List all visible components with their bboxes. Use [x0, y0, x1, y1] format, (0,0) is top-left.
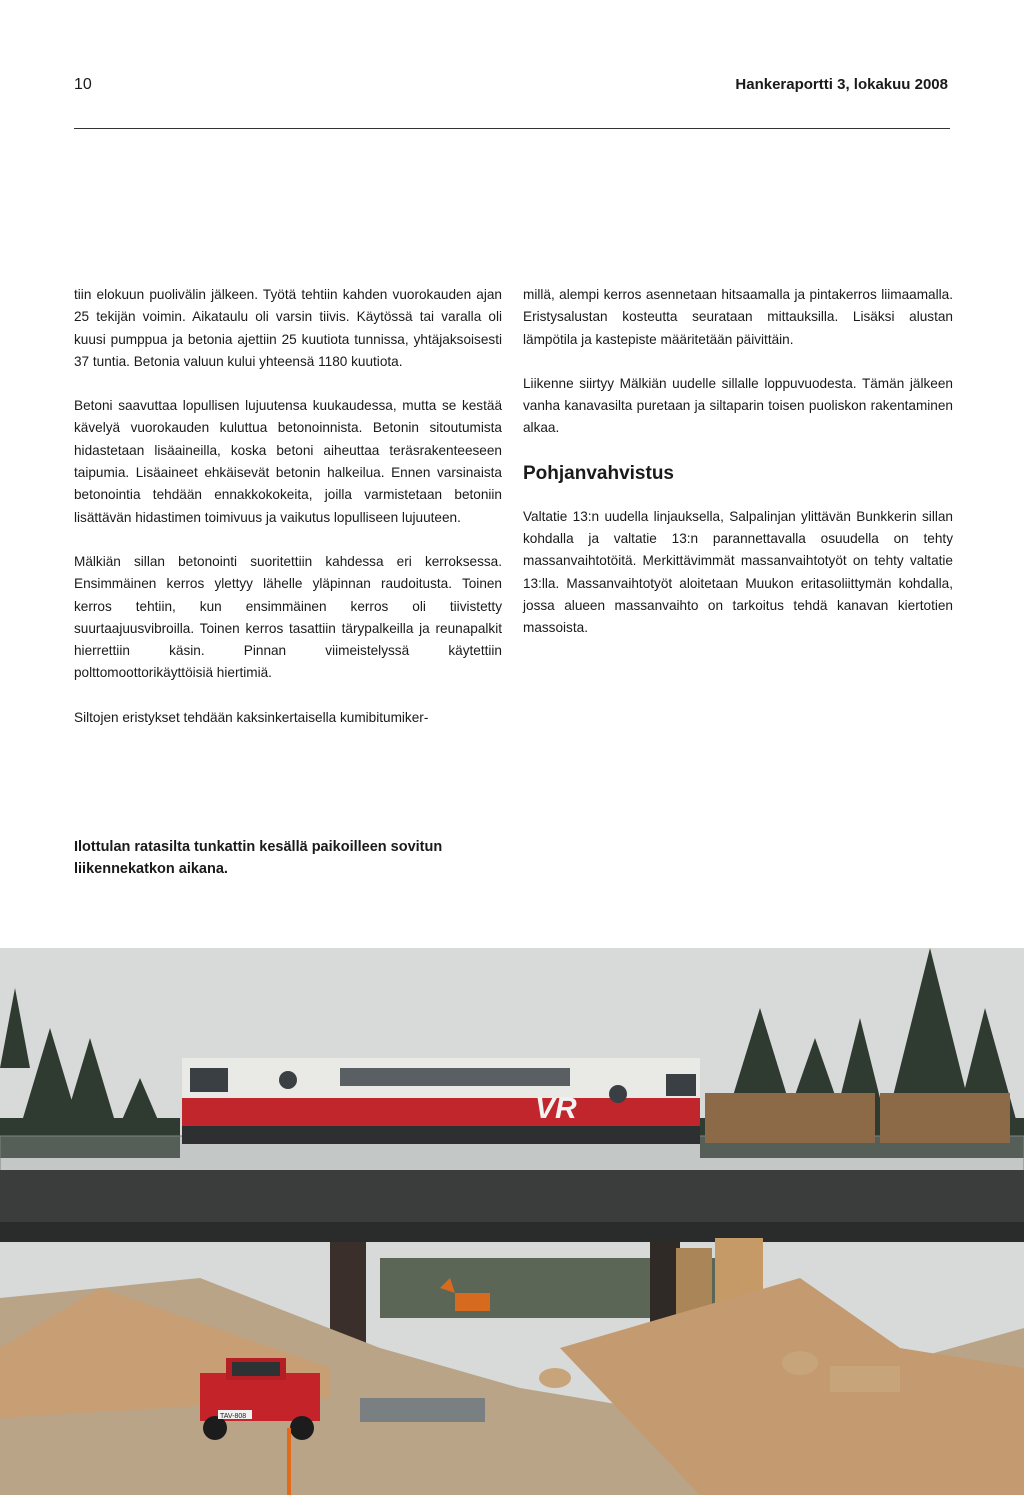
left-paragraph-1: tiin elokuun puolivälin jälkeen. Työtä tehtiin kahden vuorokauden ajan 25 tekijän voimin. Aikataulu oli varsin tiivis. Käytössä tai varalla oli kuusi pumppua ja betonia ajettiin 25 kuutiota tunnissa, yhtäjaksoisesti 37 tuntia. Betonia valuun kului yhteensä 1180 kuutiota.: [74, 287, 502, 369]
right-paragraph-1: millä, alempi kerros asennetaan hitsaamalla ja pintakerros liimaamalla. Eristysalustan kosteutta seurataan mittauksilla. Lisäksi alustan lämpötila ja kastepiste määritetään päivittäin.: [523, 287, 953, 347]
bridge-deck: [0, 1170, 1024, 1222]
right-paragraph-2: Liikenne siirtyy Mälkiän uudelle sillalle loppuvuodesta. Tämän jälkeen vanha kanavasilta puretaan ja siltaparin toisen puoliskon rakentaminen alkaa.: [523, 375, 953, 436]
section-heading: Pohjanvahvistus: [523, 462, 674, 484]
trailer: [360, 1398, 485, 1422]
left-column: [74, 284, 502, 751]
left-paragraph-4: Siltojen eristykset tehdään kaksinkertaisella kumibitumiker-: [74, 709, 429, 725]
page-number: 10: [74, 76, 92, 93]
vr-logo: VR: [535, 1092, 577, 1125]
photo-caption: Ilottulan ratasilta tunkattin kesällä paikoilleen sovitun liikennekatkon aikana.: [74, 839, 443, 877]
bridge-photo: [0, 948, 1024, 1495]
car-plate: TAV-808: [220, 1413, 247, 1420]
right-paragraph-3: Valtatie 13:n uudella linjauksella, Salpalinjan ylittävän Bunkkerin sillan kohdalla ja valtatie 13:n parannettavalla osuudella on tehty massanvaihtotöitä. Merkittävimmät massanvaihtotyöt on tehty valtatie 13:lla. Massanvaihtotyöt aloitetaan Muukon eritasoliittymän kohdalla, jossa alueen massanvaihto on tarkoitus tehdä kanavan kiertotien massoista.: [523, 508, 953, 636]
header-rule: [74, 128, 950, 129]
locomotive: [182, 1058, 700, 1144]
running-header: Hankeraportti 3, lokakuu 2008: [735, 76, 948, 93]
timber-wagons: [705, 1093, 1010, 1143]
left-paragraph-3: Mälkiän sillan betonointi suoritettiin kahdessa eri kerroksessa. Ensimmäinen kerros ylettyy lähelle yläpinnan raudoitusta. Toinen kerros tehtiin, kun ensimmäinen kerros oli tiivistetty suurtaajuusvibroilla. Toinen kerros tasattiin tärypalkeilla ja reunapalkit hierrettiin käsin. Pinnan viimeistelyssä käytettiin polttomoottorikäyttöisiä hiertimiä.: [74, 553, 502, 681]
left-paragraph-2: Betoni saavuttaa lopullisen lujuutensa kuukaudessa, mutta se kestää kävelyä vuorokauden kuluttua betonoinnista. Betonin sitoutumista hidastetaan lisäaineilla, koska betoni aiheuttaa teräsrakenteeseen taipumia. Lisäaineet ehkäisevät betonin halkeilua. Ennen varsinaista betonointia tehdään ennakkokokeita, joilla varmistetaan betoniin lisättävän hidastimen toimivuus ja vaikutus lopulliseen lujuuteen.: [74, 398, 502, 525]
right-column: [523, 284, 953, 662]
